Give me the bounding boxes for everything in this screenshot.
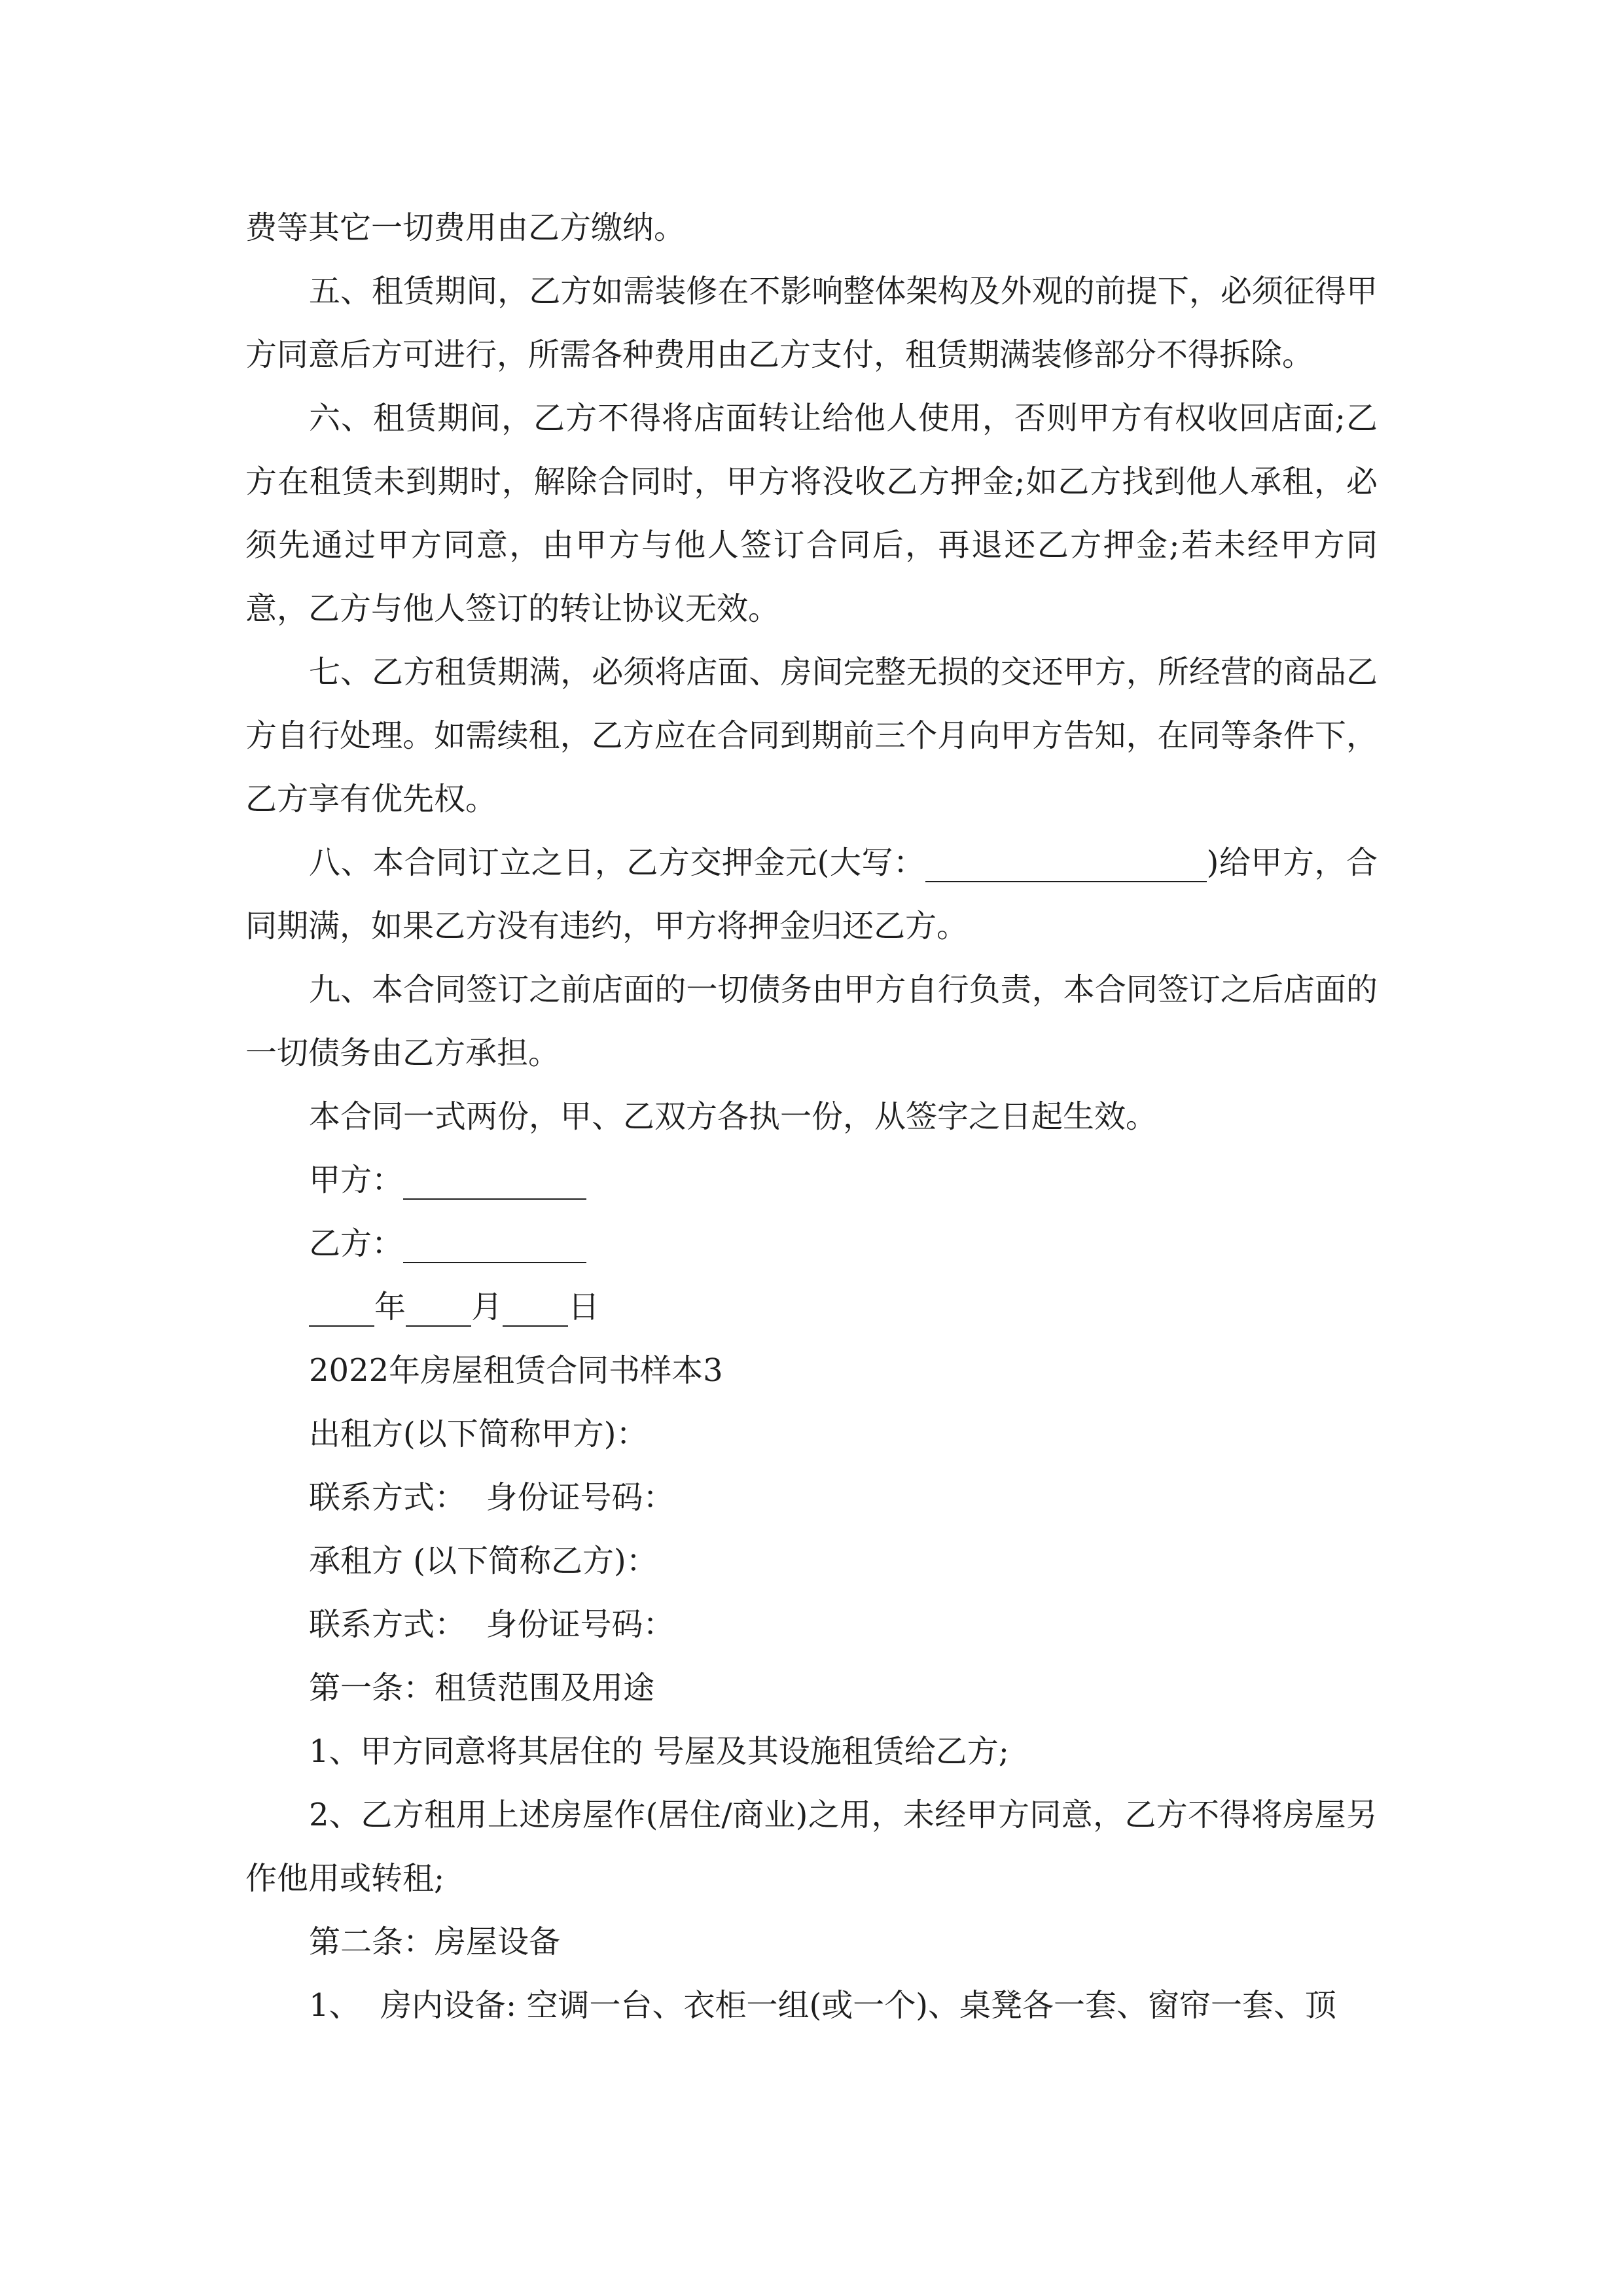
clause-9-debts: 九、本合同签订之前店面的一切债务由甲方自行负责，本合同签订之后店面的一切债务由乙方承担。 bbox=[245, 971, 1378, 1071]
year-blank bbox=[309, 1291, 374, 1327]
article-2-heading: 第二条：房屋设备 bbox=[309, 1924, 561, 1960]
deposit-text-after: )给甲方，合同期满，如果乙方没有违约，甲方将押金归还乙方。 bbox=[245, 844, 1378, 944]
party-b-label: 乙方： bbox=[309, 1225, 404, 1262]
lessor-contact-line: 联系方式： 身份证号码： bbox=[309, 1479, 675, 1516]
clause-7-expiry: 七、乙方租赁期满，必须将店面、房间完整无损的交还甲方，所经营的商品乙方自行处理。如需续租，乙方应在合同到期前三个月向甲方告知，在同等条件下，乙方享有优先权。 bbox=[245, 654, 1378, 817]
article-1-heading: 第一条：租赁范围及用途 bbox=[309, 1670, 655, 1706]
party-b-blank bbox=[403, 1228, 586, 1263]
party-b-signature bbox=[245, 1212, 1378, 1276]
party-a-label: 甲方： bbox=[309, 1162, 404, 1198]
day-blank bbox=[503, 1291, 568, 1327]
month-label: 月 bbox=[471, 1289, 503, 1325]
party-a-signature bbox=[245, 1149, 1378, 1212]
lessee-line: 承租方 (以下简称乙方)： bbox=[309, 1543, 658, 1579]
signing-date bbox=[245, 1276, 1378, 1339]
clause-8-deposit bbox=[245, 831, 1378, 958]
day-label: 日 bbox=[568, 1289, 600, 1325]
article-2-item-1: 1、 房内设备: 空调一台、衣柜一组(或一个)、桌凳各一套、窗帘一套、顶 bbox=[309, 1987, 1336, 2024]
article-1-item-2: 2、乙方租用上述房屋作(居住/商业)之用，未经甲方同意，乙方不得将房屋另作他用或转租; bbox=[245, 1797, 1378, 1897]
paragraph-fees: 费等其它一切费用由乙方缴纳。 bbox=[245, 209, 686, 246]
sample-title: 2022年房屋租赁合同书样本3 bbox=[309, 1352, 723, 1389]
clause-6-transfer: 六、租赁期间，乙方不得将店面转让给他人使用，否则甲方有权收回店面;乙方在租赁未到期时，解除合同时，甲方将没收乙方押金;如乙方找到他人承租，必须先通过甲方同意，由甲方与他人签订合同后，再退还乙方押金;若未经甲方同意，乙方与他人签订的转让协议无效。 bbox=[245, 400, 1378, 627]
party-a-blank bbox=[403, 1164, 586, 1200]
deposit-amount-blank bbox=[925, 847, 1207, 882]
document-body bbox=[245, 196, 1378, 2037]
deposit-text-before: 八、本合同订立之日，乙方交押金元(大写： bbox=[309, 844, 925, 881]
article-1-item-1: 1、甲方同意将其居住的 号屋及其设施租赁给乙方; bbox=[309, 1733, 1009, 1770]
clause-5-renovation: 五、租赁期间，乙方如需装修在不影响整体架构及外观的前提下，必须征得甲方同意后方可进行，所需各种费用由乙方支付，租赁期满装修部分不得拆除。 bbox=[245, 273, 1378, 373]
month-blank bbox=[406, 1291, 471, 1327]
copies-clause: 本合同一式两份，甲、乙双方各执一份，从签字之日起生效。 bbox=[309, 1098, 1158, 1135]
year-label: 年 bbox=[374, 1289, 406, 1325]
lessor-line: 出租方(以下简称甲方)： bbox=[309, 1416, 648, 1452]
lessee-contact-line: 联系方式： 身份证号码： bbox=[309, 1606, 675, 1643]
